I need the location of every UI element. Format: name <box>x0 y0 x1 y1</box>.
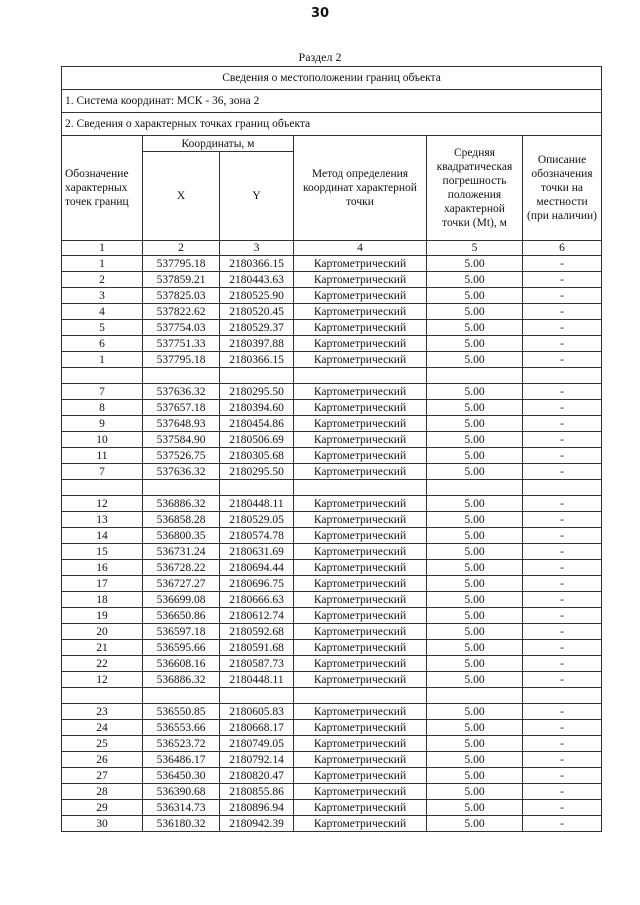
coord-y: 2180448.11 <box>220 672 294 688</box>
coord-y: 2180394.60 <box>220 400 294 416</box>
coord-system-row <box>62 90 602 113</box>
description: - <box>523 464 602 480</box>
empty-cell <box>62 688 143 704</box>
description: - <box>523 672 602 688</box>
point-number: 15 <box>62 544 143 560</box>
description: - <box>523 768 602 784</box>
error: 5.00 <box>427 384 523 400</box>
description: - <box>523 544 602 560</box>
error: 5.00 <box>427 592 523 608</box>
coord-x: 537636.32 <box>143 464 220 480</box>
description: - <box>523 784 602 800</box>
coord-y: 2180896.94 <box>220 800 294 816</box>
error: 5.00 <box>427 576 523 592</box>
point-number: 7 <box>62 464 143 480</box>
method: Картометрический <box>294 576 427 592</box>
coord-y: 2180506.69 <box>220 432 294 448</box>
description: - <box>523 816 602 832</box>
description: - <box>523 592 602 608</box>
table-row <box>62 656 602 672</box>
error: 5.00 <box>427 608 523 624</box>
coord-y: 2180574.78 <box>220 528 294 544</box>
description: - <box>523 416 602 432</box>
method: Картометрический <box>294 736 427 752</box>
method: Картометрический <box>294 496 427 512</box>
group-separator-row <box>62 688 602 704</box>
point-number: 3 <box>62 288 143 304</box>
table-row <box>62 592 602 608</box>
table-row <box>62 336 602 352</box>
error: 5.00 <box>427 320 523 336</box>
empty-cell <box>523 480 602 496</box>
coord-x: 536550.85 <box>143 704 220 720</box>
method: Картометрический <box>294 272 427 288</box>
table-row <box>62 736 602 752</box>
empty-cell <box>523 688 602 704</box>
point-number: 20 <box>62 624 143 640</box>
table-row <box>62 608 602 624</box>
error: 5.00 <box>427 720 523 736</box>
boundary-table <box>61 66 602 832</box>
table-row <box>62 640 602 656</box>
description: - <box>523 432 602 448</box>
point-number: 22 <box>62 656 143 672</box>
point-number: 24 <box>62 720 143 736</box>
table-row <box>62 512 602 528</box>
method: Картометрический <box>294 256 427 272</box>
point-number: 13 <box>62 512 143 528</box>
table-row <box>62 496 602 512</box>
method: Картометрический <box>294 400 427 416</box>
point-number: 26 <box>62 752 143 768</box>
point-number: 14 <box>62 528 143 544</box>
header-method: Метод определения координат характерной точки <box>294 136 427 241</box>
method: Картометрический <box>294 464 427 480</box>
table-row <box>62 576 602 592</box>
method: Картометрический <box>294 592 427 608</box>
coord-y: 2180792.14 <box>220 752 294 768</box>
description: - <box>523 336 602 352</box>
table-row <box>62 560 602 576</box>
group-separator-row <box>62 480 602 496</box>
coord-x: 537825.03 <box>143 288 220 304</box>
coord-y: 2180305.68 <box>220 448 294 464</box>
coord-y: 2180520.45 <box>220 304 294 320</box>
error: 5.00 <box>427 752 523 768</box>
error: 5.00 <box>427 448 523 464</box>
table-row <box>62 752 602 768</box>
table-row <box>62 448 602 464</box>
column-number: 1 <box>62 241 143 256</box>
column-number: 6 <box>523 241 602 256</box>
description: - <box>523 512 602 528</box>
empty-cell <box>62 480 143 496</box>
coord-x: 537795.18 <box>143 256 220 272</box>
description: - <box>523 288 602 304</box>
method: Картометрический <box>294 304 427 320</box>
table-row <box>62 272 602 288</box>
empty-cell <box>427 688 523 704</box>
coord-x: 536595.66 <box>143 640 220 656</box>
description: - <box>523 528 602 544</box>
table-row <box>62 784 602 800</box>
header-error: Средняя квадратическая погрешность положения характерной точки (Mt), м <box>427 136 523 241</box>
point-number: 30 <box>62 816 143 832</box>
coord-y: 2180591.68 <box>220 640 294 656</box>
coord-y: 2180529.05 <box>220 512 294 528</box>
error: 5.00 <box>427 512 523 528</box>
points-heading-row <box>62 113 602 136</box>
point-number: 19 <box>62 608 143 624</box>
coord-y: 2180587.73 <box>220 656 294 672</box>
error: 5.00 <box>427 768 523 784</box>
group-separator-row <box>62 368 602 384</box>
method: Картометрический <box>294 672 427 688</box>
empty-cell <box>143 368 220 384</box>
coord-y: 2180694.44 <box>220 560 294 576</box>
empty-cell <box>294 480 427 496</box>
description: - <box>523 384 602 400</box>
method: Картометрический <box>294 816 427 832</box>
coord-y: 2180749.05 <box>220 736 294 752</box>
point-number: 1 <box>62 256 143 272</box>
error: 5.00 <box>427 400 523 416</box>
point-number: 2 <box>62 272 143 288</box>
coord-y: 2180443.63 <box>220 272 294 288</box>
table-row <box>62 672 602 688</box>
coord-y: 2180529.37 <box>220 320 294 336</box>
coord-x: 536650.86 <box>143 608 220 624</box>
coord-y: 2180666.63 <box>220 592 294 608</box>
coord-x: 537795.18 <box>143 352 220 368</box>
point-number: 25 <box>62 736 143 752</box>
coord-system: 1. Система координат: МСК - 36, зона 2 <box>62 90 602 113</box>
method: Картометрический <box>294 608 427 624</box>
coord-x: 536180.32 <box>143 816 220 832</box>
description: - <box>523 304 602 320</box>
description: - <box>523 704 602 720</box>
error: 5.00 <box>427 304 523 320</box>
table-title: Сведения о местоположении границ объекта <box>62 67 602 90</box>
coord-y: 2180397.88 <box>220 336 294 352</box>
method: Картометрический <box>294 416 427 432</box>
table-row <box>62 768 602 784</box>
description: - <box>523 624 602 640</box>
point-number: 8 <box>62 400 143 416</box>
empty-cell <box>143 688 220 704</box>
column-number: 5 <box>427 241 523 256</box>
method: Картометрический <box>294 384 427 400</box>
coord-y: 2180631.69 <box>220 544 294 560</box>
table-row <box>62 384 602 400</box>
coord-x: 537648.93 <box>143 416 220 432</box>
point-number: 9 <box>62 416 143 432</box>
coord-x: 537859.21 <box>143 272 220 288</box>
error: 5.00 <box>427 528 523 544</box>
description: - <box>523 320 602 336</box>
method: Картометрический <box>294 656 427 672</box>
coord-y: 2180592.68 <box>220 624 294 640</box>
table-row <box>62 704 602 720</box>
coord-y: 2180454.86 <box>220 416 294 432</box>
coord-y: 2180295.50 <box>220 464 294 480</box>
points-heading: 2. Сведения о характерных точках границ объекта <box>62 113 602 136</box>
description: - <box>523 496 602 512</box>
error: 5.00 <box>427 704 523 720</box>
coord-x: 536486.17 <box>143 752 220 768</box>
point-number: 10 <box>62 432 143 448</box>
method: Картометрический <box>294 560 427 576</box>
empty-cell <box>427 480 523 496</box>
description: - <box>523 800 602 816</box>
empty-cell <box>143 480 220 496</box>
description: - <box>523 400 602 416</box>
method: Картометрический <box>294 752 427 768</box>
coord-y: 2180605.83 <box>220 704 294 720</box>
coord-x: 536523.72 <box>143 736 220 752</box>
description: - <box>523 656 602 672</box>
header-coordinates: Координаты, м <box>143 136 294 152</box>
coord-y: 2180295.50 <box>220 384 294 400</box>
column-number: 3 <box>220 241 294 256</box>
page-number: 30 <box>310 6 330 21</box>
coord-y: 2180942.39 <box>220 816 294 832</box>
method: Картометрический <box>294 784 427 800</box>
coord-x: 536886.32 <box>143 496 220 512</box>
coord-x: 537754.03 <box>143 320 220 336</box>
description: - <box>523 640 602 656</box>
empty-cell <box>220 688 294 704</box>
error: 5.00 <box>427 816 523 832</box>
error: 5.00 <box>427 336 523 352</box>
error: 5.00 <box>427 672 523 688</box>
table-row <box>62 800 602 816</box>
coord-y: 2180820.47 <box>220 768 294 784</box>
point-number: 23 <box>62 704 143 720</box>
empty-cell <box>427 368 523 384</box>
description: - <box>523 752 602 768</box>
table-row <box>62 416 602 432</box>
empty-cell <box>294 368 427 384</box>
method: Картометрический <box>294 720 427 736</box>
header-description: Описание обозначения точки на местности (при наличии) <box>523 136 602 241</box>
coord-x: 536731.24 <box>143 544 220 560</box>
error: 5.00 <box>427 432 523 448</box>
error: 5.00 <box>427 464 523 480</box>
point-number: 1 <box>62 352 143 368</box>
point-number: 11 <box>62 448 143 464</box>
table-row <box>62 320 602 336</box>
coord-x: 536390.68 <box>143 784 220 800</box>
description: - <box>523 608 602 624</box>
table-row <box>62 720 602 736</box>
point-number: 4 <box>62 304 143 320</box>
coord-x: 536699.08 <box>143 592 220 608</box>
coord-x: 536858.28 <box>143 512 220 528</box>
error: 5.00 <box>427 560 523 576</box>
error: 5.00 <box>427 272 523 288</box>
error: 5.00 <box>427 496 523 512</box>
error: 5.00 <box>427 736 523 752</box>
method: Картометрический <box>294 624 427 640</box>
empty-cell <box>220 368 294 384</box>
table-row <box>62 528 602 544</box>
method: Картометрический <box>294 352 427 368</box>
method: Картометрический <box>294 800 427 816</box>
point-number: 18 <box>62 592 143 608</box>
method: Картометрический <box>294 448 427 464</box>
coord-y: 2180448.11 <box>220 496 294 512</box>
header-row-1 <box>62 136 602 152</box>
coord-y: 2180366.15 <box>220 352 294 368</box>
description: - <box>523 576 602 592</box>
point-number: 17 <box>62 576 143 592</box>
point-number: 16 <box>62 560 143 576</box>
coord-y: 2180525.90 <box>220 288 294 304</box>
description: - <box>523 352 602 368</box>
error: 5.00 <box>427 544 523 560</box>
point-number: 27 <box>62 768 143 784</box>
error: 5.00 <box>427 256 523 272</box>
table-row <box>62 432 602 448</box>
column-number-row <box>62 241 602 256</box>
method: Картометрический <box>294 320 427 336</box>
coord-y: 2180855.86 <box>220 784 294 800</box>
table-row <box>62 288 602 304</box>
error: 5.00 <box>427 800 523 816</box>
method: Картометрический <box>294 528 427 544</box>
point-number: 21 <box>62 640 143 656</box>
coord-y: 2180366.15 <box>220 256 294 272</box>
description: - <box>523 256 602 272</box>
coord-x: 536553.66 <box>143 720 220 736</box>
header-x: X <box>143 152 220 241</box>
column-number: 4 <box>294 241 427 256</box>
coord-x: 537526.75 <box>143 448 220 464</box>
point-number: 28 <box>62 784 143 800</box>
point-number: 5 <box>62 320 143 336</box>
coord-x: 537822.62 <box>143 304 220 320</box>
table-row <box>62 544 602 560</box>
table-row <box>62 624 602 640</box>
method: Картометрический <box>294 512 427 528</box>
table-row <box>62 352 602 368</box>
error: 5.00 <box>427 784 523 800</box>
error: 5.00 <box>427 352 523 368</box>
description: - <box>523 560 602 576</box>
error: 5.00 <box>427 640 523 656</box>
coord-x: 536450.30 <box>143 768 220 784</box>
table-row <box>62 304 602 320</box>
column-number: 2 <box>143 241 220 256</box>
point-number: 7 <box>62 384 143 400</box>
coord-x: 536314.73 <box>143 800 220 816</box>
description: - <box>523 272 602 288</box>
header-designation: Обозначение характерных точек границ <box>62 136 143 241</box>
error: 5.00 <box>427 624 523 640</box>
error: 5.00 <box>427 416 523 432</box>
coord-y: 2180612.74 <box>220 608 294 624</box>
method: Картометрический <box>294 544 427 560</box>
coord-x: 537751.33 <box>143 336 220 352</box>
coord-x: 536728.22 <box>143 560 220 576</box>
coord-x: 536800.35 <box>143 528 220 544</box>
coord-x: 536608.16 <box>143 656 220 672</box>
method: Картометрический <box>294 288 427 304</box>
point-number: 6 <box>62 336 143 352</box>
point-number: 12 <box>62 496 143 512</box>
method: Картометрический <box>294 704 427 720</box>
empty-cell <box>523 368 602 384</box>
table-title-row <box>62 67 602 90</box>
coord-x: 536597.18 <box>143 624 220 640</box>
section-title: Раздел 2 <box>298 50 342 64</box>
method: Картометрический <box>294 640 427 656</box>
coord-y: 2180696.75 <box>220 576 294 592</box>
coord-x: 537584.90 <box>143 432 220 448</box>
method: Картометрический <box>294 336 427 352</box>
error: 5.00 <box>427 288 523 304</box>
description: - <box>523 448 602 464</box>
coord-x: 537657.18 <box>143 400 220 416</box>
empty-cell <box>62 368 143 384</box>
header-y: Y <box>220 152 294 241</box>
coord-x: 537636.32 <box>143 384 220 400</box>
empty-cell <box>294 688 427 704</box>
coord-y: 2180668.17 <box>220 720 294 736</box>
method: Картометрический <box>294 432 427 448</box>
coord-x: 536886.32 <box>143 672 220 688</box>
table-row <box>62 816 602 832</box>
point-number: 29 <box>62 800 143 816</box>
method: Картометрический <box>294 768 427 784</box>
point-number: 12 <box>62 672 143 688</box>
description: - <box>523 720 602 736</box>
table-row <box>62 400 602 416</box>
description: - <box>523 736 602 752</box>
table-row <box>62 464 602 480</box>
empty-cell <box>220 480 294 496</box>
coord-x: 536727.27 <box>143 576 220 592</box>
table-row <box>62 256 602 272</box>
error: 5.00 <box>427 656 523 672</box>
